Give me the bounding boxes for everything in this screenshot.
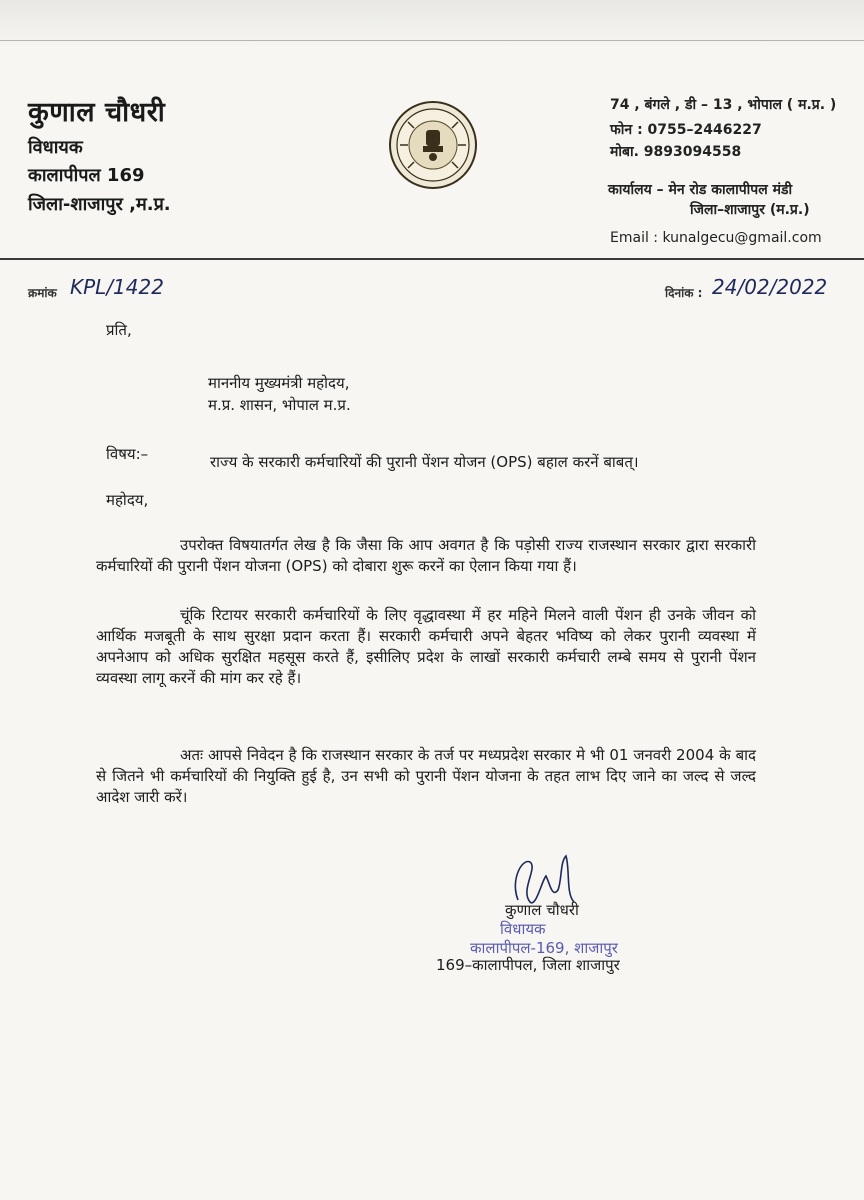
stamp-constituency: कालापीपल-169, शाजापुर	[470, 939, 618, 957]
letterhead-name: कुणाल चौधरी	[28, 97, 166, 128]
letterhead-designation: विधायक	[28, 137, 83, 158]
body-paragraph-1: उपरोक्त विषयातर्गत लेख है कि जैसा कि आप अवगत है कि पड़ोसी राज्य राजस्थान सरकार द्वारा सरकारी कर्मचारियों की पुरानी पेंशन योजना (OPS) को दोबारा शुरू करनें का ऐलान किया गया हैं।	[96, 536, 756, 575]
body-paragraph-3: अतः आपसे निवेदन है कि राजस्थान सरकार के तर्ज पर मध्यप्रदेश सरकार मे भी 01 जनवरी 2004 के बाद से जितने भी कर्मचारियों की नियुक्ति हुई है, उन सभी को पुरानी पेंशन योजना के तहत लाभ दिए जाने का जल्द से जल्द आदेश जारी करें।	[96, 746, 756, 806]
subject-label: विषय:–	[106, 445, 149, 463]
letterhead-mobile: मोबा. 9893094558	[610, 144, 742, 160]
signoff-address: 169–कालापीपल, जिला शाजापुर	[436, 956, 620, 974]
body-paragraph-2: चूंकि रिटायर सरकारी कर्मचारियों के लिए वृद्धावस्था में हर महिने मिलने वाली पेंशन ही उनके जीवन को आर्थिक मजबूती के साथ सुरक्षा प्रदान करता हैं। सरकारी कर्मचारी अपने बेहतर भविष्य को लेकर पुरानी व्यवस्था में अपनेआप को अधिक सुरक्षित महसूस करते हैं, इसीलिए प्रदेश के लाखों सरकारी कर्मचारी लम्बे समय से पुरानी पेंशन व्यवस्था लागू करनें की मांग कर रहे हैं।	[96, 606, 756, 687]
scan-edge	[0, 0, 864, 46]
letterhead-office-line1: कार्यालय – मेन रोड कालापीपल मंडी	[608, 182, 793, 198]
stamp-designation: विधायक	[500, 920, 546, 938]
recipient-line1: माननीय मुख्यमंत्री महोदय,	[208, 374, 350, 392]
letterhead-office-line2: जिला–शाजापुर (म.प्र.)	[690, 202, 810, 218]
recipient-line2: म.प्र. शासन, भोपाल म.प्र.	[208, 396, 351, 414]
signoff-name: कुणाल चौधरी	[505, 901, 579, 919]
subject-text: राज्य के सरकारी कर्मचारियों की पुरानी पेंशन योजन (OPS) बहाल करनें बाबत्।	[210, 453, 639, 471]
reference-number-value: KPL/1422	[70, 275, 164, 299]
reference-number-label: क्रमांक	[28, 286, 57, 300]
letterhead-email: Email : kunalgecu@gmail.com	[610, 230, 822, 246]
letterhead-constituency: कालापीपल 169	[28, 165, 145, 186]
salutation: महोदय,	[106, 491, 149, 509]
letterhead-address: 74 , बंगले , डी – 13 , भोपाल ( म.प्र. )	[610, 97, 837, 113]
letterhead-phone: फोन : 0755–2446227	[610, 122, 762, 138]
letterhead-district: जिला-शाजापुर ,म.प्र.	[28, 194, 171, 215]
date-label: दिनांक :	[665, 286, 703, 300]
state-emblem-seal	[388, 100, 478, 190]
date-value: 24/02/2022	[712, 275, 828, 299]
recipient-prati: प्रति,	[106, 321, 132, 339]
header-divider	[0, 258, 864, 260]
